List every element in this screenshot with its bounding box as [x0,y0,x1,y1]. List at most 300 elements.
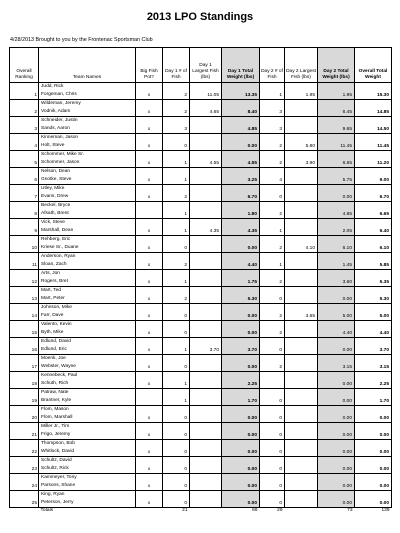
cell-day1-num-fish: 1 [163,270,190,287]
cell-team-names [39,151,136,168]
table-row [10,304,392,321]
cell-overall-total-weight: 0.00 [355,457,392,474]
table-row [10,185,392,202]
table-row [10,287,392,304]
cell-team-names [39,355,136,372]
totals-day1-num-fish: 21 [182,508,188,513]
cell-day1-largest-fish [190,253,222,270]
cell-day1-total-weight: 0.00 [222,491,260,508]
cell-day2-num-fish: 0 [260,474,285,491]
cell-day2-largest-fish [285,117,318,134]
cell-day2-num-fish: 0 [260,423,285,440]
cell-day1-num-fish: 0 [163,491,190,508]
cell-day1-num-fish: 0 [163,474,190,491]
team-member-2: Byth, Mike [41,330,64,335]
table-row [10,457,392,474]
team-member-1: Patraw, Nate [41,390,69,395]
cell-day2-total-weight: 1.95 [318,83,355,100]
cell-day2-largest-fish [285,253,318,270]
cell-day2-num-fish: 2 [260,134,285,151]
cell-day1-num-fish: 0 [163,134,190,151]
team-member-2: Webster, Wayne [41,364,76,369]
cell-overall-total-weight: 6.10 [355,236,392,253]
table-row [10,168,392,185]
cell-big-fish-pot: x [136,270,163,287]
cell-day2-total-weight: 0.00 [318,287,355,304]
cell-overall-total-weight: 9.00 [355,168,392,185]
cell-big-fish-pot: x [136,304,163,321]
page-subtitle: 4/28/2013 Brought to you by the Frontenac Sportsman Club [10,37,153,43]
cell-day2-total-weight: 5.75 [318,168,355,185]
cell-day2-largest-fish: 3.65 [285,304,318,321]
cell-day1-num-fish: 1 [163,202,190,219]
cell-day1-largest-fish [190,202,222,219]
cell-overall-total-weight: 0.00 [355,474,392,491]
table-row [10,202,392,219]
team-member-1: Anderson, Ryan [41,254,76,259]
cell-rank: 8 [10,202,39,219]
cell-day2-num-fish: 3 [260,100,285,117]
cell-day2-num-fish: 0 [260,338,285,355]
cell-day1-largest-fish [190,491,222,508]
team-member-1: Schommer, Mike Sr. [41,152,84,157]
table-row [10,474,392,491]
cell-day2-total-weight: 0.00 [318,440,355,457]
team-member-2: Holt, Steve [41,143,65,148]
cell-day1-largest-fish [190,304,222,321]
totals-row [10,508,392,516]
cell-big-fish-pot: x [136,83,163,100]
cell-day1-largest-fish [190,389,222,406]
cell-day2-num-fish: 3 [260,117,285,134]
cell-overall-total-weight: 14.85 [355,100,392,117]
totals-pot-spacer [136,508,163,516]
team-member-1: Judd, Rick [41,84,64,89]
cell-team-names [39,491,136,508]
cell-day2-total-weight: 0.00 [318,423,355,440]
cell-overall-total-weight: 0.00 [355,440,392,457]
cell-day2-largest-fish [285,423,318,440]
cell-day2-total-weight: 4.85 [318,202,355,219]
cell-day1-total-weight: 0.00 [222,474,260,491]
team-member-1: Flom, Mason [41,407,69,412]
cell-big-fish-pot: x [136,287,163,304]
totals-day1-total-weight: 66 [252,508,258,513]
cell-big-fish-pot: x [136,100,163,117]
cell-big-fish-pot [136,389,163,406]
cell-day2-total-weight: 6.10 [318,236,355,253]
cell-overall-total-weight: 0.00 [355,406,392,423]
cell-overall-total-weight: 2.25 [355,372,392,389]
cell-day1-total-weight: 2.25 [222,372,260,389]
cell-rank: 24 [10,474,39,491]
cell-day1-num-fish: 1 [163,389,190,406]
cell-rank: 12 [10,270,39,287]
cell-day2-num-fish [260,372,285,389]
table-row [10,236,392,253]
cell-team-names [39,338,136,355]
cell-day2-num-fish: 0 [260,389,285,406]
cell-day2-largest-fish [285,185,318,202]
cell-team-names [39,219,136,236]
totals-day2-num-fish: 29 [277,508,283,513]
cell-day2-largest-fish [285,406,318,423]
cell-day2-largest-fish [285,440,318,457]
cell-team-names [39,100,136,117]
page-title: 2013 LPO Standings [146,11,254,23]
cell-rank: 9 [10,219,39,236]
cell-overall-total-weight: 5.30 [355,287,392,304]
cell-overall-total-weight: 0.00 [355,423,392,440]
team-member-1: Kammeyer, Tony [41,475,77,480]
table-row [10,338,392,355]
cell-day1-total-weight: 0.00 [222,457,260,474]
cell-team-names [39,253,136,270]
cell-team-names [39,457,136,474]
header-day2-num-fish: Day 2 # of Fish [260,48,285,83]
team-member-2: Gnotke, Steve [41,177,72,182]
cell-big-fish-pot: x [136,372,163,389]
cell-day2-largest-fish [285,491,318,508]
totals-day2-largest-spacer [285,508,318,516]
cell-day2-total-weight: 0.00 [318,372,355,389]
cell-big-fish-pot: x [136,338,163,355]
cell-day2-largest-fish [285,389,318,406]
cell-day2-total-weight: 9.65 [318,117,355,134]
cell-day1-total-weight: 4.35 [222,219,260,236]
cell-rank: 13 [10,287,39,304]
cell-day1-total-weight: 6.70 [222,185,260,202]
cell-rank: 6 [10,168,39,185]
table-row [10,491,392,508]
cell-day2-num-fish: 0 [260,287,285,304]
team-member-2: Kriese Sr., Duane [41,245,79,250]
cell-big-fish-pot: x [136,423,163,440]
header-overall-total-weight: Overall Total Weight [355,48,392,83]
cell-rank: 7 [10,185,39,202]
cell-day2-num-fish: 1 [260,253,285,270]
cell-team-names [39,236,136,253]
cell-day2-num-fish: 2 [260,202,285,219]
cell-day1-num-fish: 0 [163,406,190,423]
cell-overall-total-weight: 11.45 [355,134,392,151]
cell-big-fish-pot: x [136,474,163,491]
table-row [10,151,392,168]
cell-day2-largest-fish [285,100,318,117]
cell-day2-total-weight: 0.00 [318,389,355,406]
cell-day1-largest-fish [190,406,222,423]
cell-day2-num-fish: 1 [260,83,285,100]
header-overall-ranking: Overall Ranking [10,48,39,83]
cell-day1-total-weight: 13.35 [222,83,260,100]
cell-day1-num-fish: 0 [163,440,190,457]
cell-team-names [39,372,136,389]
header-big-fish-pot: Big Fish Pot? [136,48,163,83]
team-member-1: Nelson, Dean [41,169,71,174]
cell-day1-largest-fish: 3.70 [190,338,222,355]
cell-big-fish-pot: x [136,236,163,253]
cell-day2-num-fish: 2 [260,304,285,321]
cell-team-names [39,321,136,338]
cell-day2-largest-fish [285,270,318,287]
cell-day2-largest-fish [285,457,318,474]
cell-overall-total-weight: 5.35 [355,270,392,287]
cell-day1-num-fish: 1 [163,151,190,168]
cell-big-fish-pot: x [136,117,163,134]
cell-day2-num-fish: 0 [260,406,285,423]
cell-day2-largest-fish: 4.10 [285,236,318,253]
cell-day1-largest-fish: 4.65 [190,100,222,117]
team-member-2: Rogers, Bret [41,279,68,284]
cell-day2-total-weight: 0.00 [318,338,355,355]
header-day1-largest-fish: Day 1 Largest Fish (lbs) [190,48,222,83]
team-member-2: Brantner, Kyle [41,398,72,403]
team-member-2: Schommer, Jason [41,160,80,165]
cell-day2-largest-fish [285,474,318,491]
cell-day2-total-weight: 11.45 [318,134,355,151]
cell-day2-num-fish: 0 [260,185,285,202]
cell-day1-largest-fish [190,474,222,491]
cell-day1-largest-fish: 4.55 [190,151,222,168]
cell-day2-largest-fish: 3.90 [285,151,318,168]
cell-day1-largest-fish [190,168,222,185]
cell-day1-num-fish: 0 [163,423,190,440]
cell-team-names [39,389,136,406]
team-member-1: Schneider, Justin [41,118,78,123]
header-day1-total-weight: Day 1 Total Weight (lbs) [222,48,260,83]
team-member-1: Moenk, Joe [41,356,66,361]
cell-overall-total-weight: 6.70 [355,185,392,202]
cell-day1-total-weight: 1.75 [222,270,260,287]
cell-team-names [39,134,136,151]
cell-day1-total-weight: 5.30 [222,287,260,304]
table-row [10,372,392,389]
cell-day2-num-fish: 2 [260,151,285,168]
team-member-1: Valento, Kevin [41,322,72,327]
cell-team-names [39,474,136,491]
table-row [10,219,392,236]
cell-day1-num-fish: 1 [163,372,190,389]
cell-day1-num-fish: 3 [163,117,190,134]
cell-team-names [39,406,136,423]
cell-rank: 10 [10,236,39,253]
cell-big-fish-pot: x [136,185,163,202]
team-member-1: Johnson, Mike [41,305,72,310]
table-row [10,83,392,100]
cell-team-names [39,423,136,440]
cell-day1-largest-fish [190,321,222,338]
cell-rank: 20 [10,406,39,423]
cell-day2-total-weight: 5.00 [318,304,355,321]
cell-day2-num-fish: 4 [260,168,285,185]
cell-day2-total-weight: 3.15 [318,355,355,372]
cell-overall-total-weight: 6.40 [355,219,392,236]
team-member-1: Miller Jr., Tim [41,424,70,429]
cell-big-fish-pot: x [136,355,163,372]
cell-day2-num-fish: 2 [260,236,285,253]
cell-day2-num-fish: 0 [260,457,285,474]
cell-rank: 5 [10,151,39,168]
cell-big-fish-pot: x [136,491,163,508]
cell-big-fish-pot: x [136,440,163,457]
cell-team-names [39,440,136,457]
team-member-2: Whitlock, David [41,449,75,454]
team-member-1: Vick, Steve [41,220,65,225]
cell-day1-num-fish: 1 [163,338,190,355]
team-member-2: Schuth, Rich [41,381,69,386]
cell-day1-num-fish: 0 [163,355,190,372]
cell-rank: 16 [10,338,39,355]
cell-big-fish-pot: x [136,134,163,151]
cell-big-fish-pot [136,202,163,219]
team-member-2: Flom, Marshall [41,415,73,420]
cell-rank: 21 [10,423,39,440]
cell-overall-total-weight: 1.70 [355,389,392,406]
team-member-2: Farr, Dave [41,313,64,318]
cell-day1-largest-fish [190,355,222,372]
team-member-1: Beckel, Bryce [41,203,71,208]
header-team-names: Team Names [39,48,136,83]
cell-day1-num-fish: 2 [163,185,190,202]
cell-day2-total-weight: 0.00 [318,406,355,423]
cell-overall-total-weight: 0.00 [355,491,392,508]
cell-team-names [39,185,136,202]
team-member-2: Afsath, Brent [41,211,69,216]
cell-day2-total-weight: 4.40 [318,321,355,338]
cell-rank: 23 [10,457,39,474]
cell-overall-total-weight: 5.00 [355,304,392,321]
cell-day2-largest-fish: 5.80 [285,134,318,151]
cell-day2-total-weight: 0.00 [318,185,355,202]
cell-big-fish-pot: x [136,151,163,168]
cell-day1-total-weight: 1.80 [222,202,260,219]
table-row [10,134,392,151]
cell-day1-num-fish: 1 [163,219,190,236]
team-member-1: Utley, Mike [41,186,65,191]
team-member-1: King, Ryan [41,492,65,497]
cell-day2-largest-fish [285,355,318,372]
cell-rank: 25 [10,491,39,508]
cell-big-fish-pot: x [136,406,163,423]
cell-team-names [39,202,136,219]
table-row [10,440,392,457]
team-member-2: Evans, Drew [41,194,69,199]
cell-day1-total-weight: 1.70 [222,389,260,406]
cell-day1-total-weight: 0.00 [222,440,260,457]
cell-team-names [39,117,136,134]
cell-day1-largest-fish [190,134,222,151]
cell-rank: 15 [10,321,39,338]
cell-overall-total-weight: 15.30 [355,83,392,100]
cell-day1-total-weight: 0.00 [222,355,260,372]
team-member-2: Schultz, Rick [41,466,69,471]
table-row [10,117,392,134]
cell-big-fish-pot: x [136,253,163,270]
cell-rank: 11 [10,253,39,270]
cell-day1-largest-fish: 11.05 [190,83,222,100]
cell-rank: 18 [10,372,39,389]
cell-rank: 19 [10,389,39,406]
cell-big-fish-pot: x [136,168,163,185]
cell-rank: 2 [10,100,39,117]
cell-day2-num-fish: 0 [260,440,285,457]
team-member-1: Kinneman, Jason [41,135,79,140]
table-row [10,100,392,117]
cell-rank: 17 [10,355,39,372]
table-row [10,253,392,270]
cell-overall-total-weight: 4.40 [355,321,392,338]
cell-team-names [39,270,136,287]
cell-day1-num-fish: 0 [163,236,190,253]
cell-big-fish-pot: x [136,219,163,236]
cell-team-names [39,304,136,321]
cell-overall-total-weight: 5.85 [355,253,392,270]
totals-label: Totals [40,508,54,513]
team-member-1: Rehberg, Eric [41,237,71,242]
cell-rank: 22 [10,440,39,457]
cell-day2-largest-fish [285,372,318,389]
cell-day2-total-weight: 0.00 [318,474,355,491]
cell-day1-largest-fish [190,457,222,474]
cell-team-names [39,83,136,100]
team-member-2: Marshall, Dean [41,228,74,233]
cell-day1-num-fish: 0 [163,457,190,474]
cell-day2-num-fish: 2 [260,355,285,372]
cell-day1-num-fish: 2 [163,100,190,117]
cell-day1-total-weight: 0.00 [222,321,260,338]
cell-day1-num-fish: 0 [163,321,190,338]
team-member-2: Sloan, Zach [41,262,67,267]
team-member-2: Edlund, Eric [41,347,67,352]
team-member-2: Parsons, Shane [41,483,76,488]
team-member-2: Frigo, Jeremy [41,432,71,437]
header-day1-num-fish: Day 1 # of Fish [163,48,190,83]
cell-day2-largest-fish [285,321,318,338]
cell-overall-total-weight: 11.20 [355,151,392,168]
table-footer [10,508,392,516]
cell-day1-num-fish: 0 [163,304,190,321]
cell-big-fish-pot: x [136,457,163,474]
table-row [10,389,392,406]
cell-day1-total-weight: 0.00 [222,134,260,151]
cell-day1-total-weight: 0.00 [222,423,260,440]
table-header [10,48,392,83]
cell-day2-largest-fish [285,338,318,355]
cell-day1-largest-fish [190,423,222,440]
cell-rank: 14 [10,304,39,321]
cell-overall-total-weight: 6.65 [355,202,392,219]
standings-table [9,47,392,515]
cell-overall-total-weight: 3.70 [355,338,392,355]
cell-day1-largest-fish [190,236,222,253]
cell-day1-largest-fish [190,287,222,304]
cell-day2-largest-fish [285,219,318,236]
cell-day1-largest-fish [190,372,222,389]
cell-day1-total-weight: 4.40 [222,253,260,270]
cell-day1-largest-fish: 4.35 [190,219,222,236]
cell-big-fish-pot: x [136,321,163,338]
table-row [10,355,392,372]
cell-day2-largest-fish [285,202,318,219]
team-member-2: Vodnik, Adam [41,109,71,114]
cell-day1-num-fish: 2 [163,253,190,270]
cell-day1-total-weight: 8.40 [222,100,260,117]
team-member-1: Schultz, David [41,458,72,463]
header-day2-largest-fish: Day 2 Largest Fish (lbs) [285,48,318,83]
team-member-1: Kennebeck, Paul [41,373,78,378]
cell-rank: 1 [10,83,39,100]
table-row [10,321,392,338]
